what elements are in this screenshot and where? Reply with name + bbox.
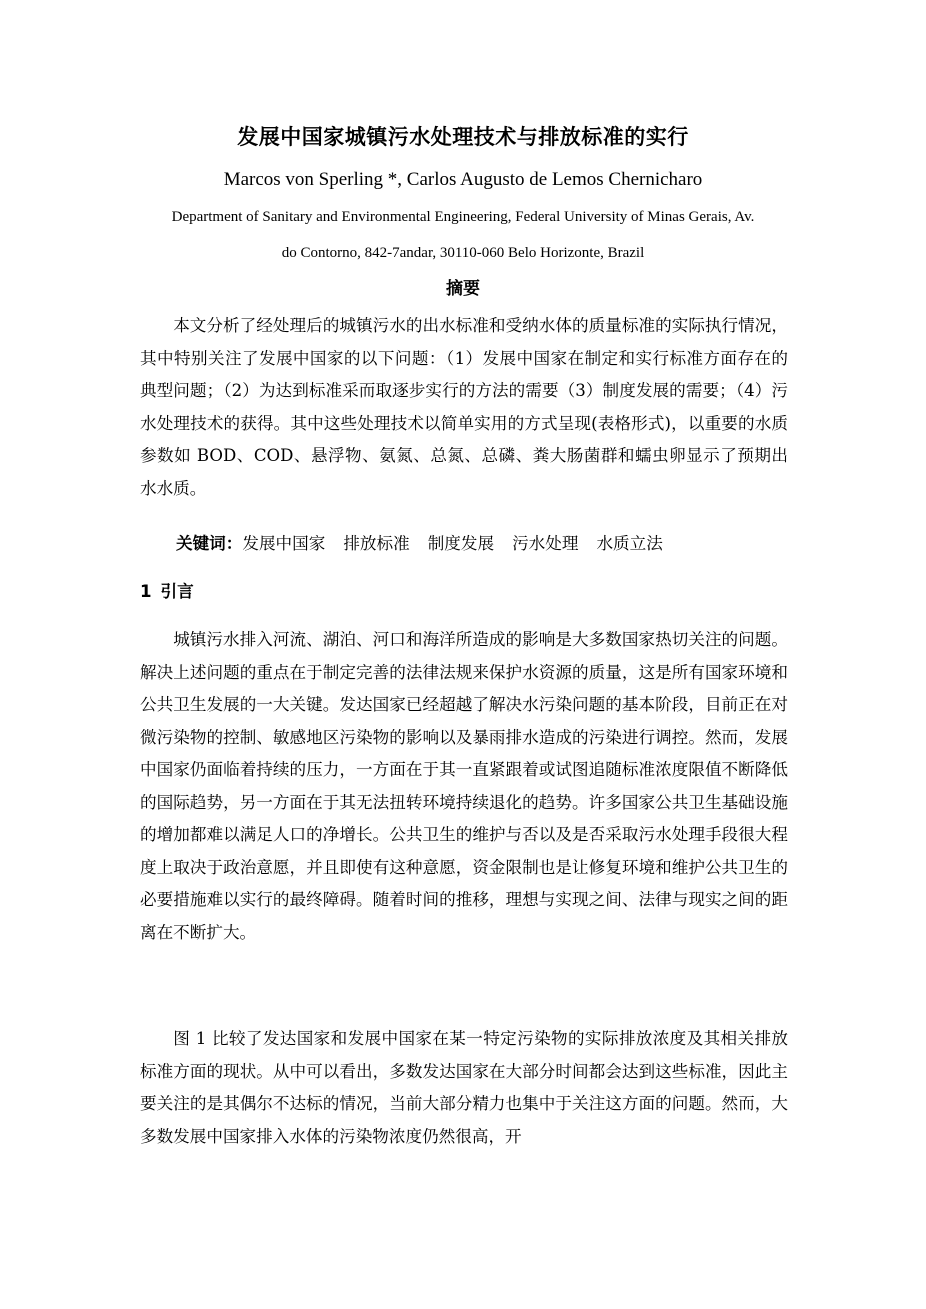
paper-title: 发展中国家城镇污水处理技术与排放标准的实行 [237,125,689,149]
abstract-body: 本文分析了经处理后的城镇污水的出水标准和受纳水体的质量标准的实际执行情况，其中特别关注了发展中国家的以下问题：（1）发展中国家在制定和实行标准方面存在的典型问题；（2）为达到标准采而取逐步实行的方法的需要（3）制度发展的需要；（4）污水处理技术的获得。其中这些处理技术以简单实用的方式呈现(表格形式)，以重要的水质参数如 BOD、COD、悬浮物、氨氮、总氮、总磷、粪大肠菌群和蠕虫卵显示了预期出水水质。 [140,316,788,498]
keyword: 水质立法 [596,534,663,553]
affiliation-line-1: Department of Sanitary and Environmental Engineering, Federal University of Minas Gerais, Av. [171,209,755,225]
keyword: 发展中国家 [242,534,326,553]
keyword: 制度发展 [427,534,495,553]
abstract-heading: 摘要 [446,279,480,299]
author-list: Marcos von Sperling *, Carlos Augusto de Lemos Chernicharo [223,169,703,190]
keywords-label: 关键词： [176,534,243,553]
body-paragraph: 图 1 比较了发达国家和发展中国家在某一特定污染物的实际排放浓度及其相关排放标准方面的现状。从中可以看出，多数发达国家在大部分时间都会达到这些标准，因此主要关注的是其偶尔不达标的情况，当前大部分精力也集中于关注这方面的问题。然而，大多数发展中国家排入水体的污染物浓度仍然很高，开 [140,1029,788,1146]
affiliation-line-2: do Contorno, 842-7andar, 30110-060 Belo Horizonte, Brazil [281,245,645,261]
section-heading-introduction [140,578,194,606]
keyword: 排放标准 [343,534,410,553]
body-paragraph: 城镇污水排入河流、湖泊、河口和海洋所造成的影响是大多数国家热切关注的问题。解决上述问题的重点在于制定完善的法律法规来保护水资源的质量，这是所有国家环境和公共卫生发展的一大关键。发达国家已经超越了解决水污染问题的基本阶段，目前正在对微污染物的控制、敏感地区污染物的影响以及暴雨排水造成的污染进行调控。然而，发展中国家仍面临着持续的压力，一方面在于其一直紧跟着或试图追随标准浓度限值不断降低的国际趋势，另一方面在于其无法扭转环境持续退化的趋势。许多国家公共卫生基础设施的增加都难以满足人口的净增长。公共卫生的维护与否以及是否采取污水处理手段很大程度上取决于政治意愿，并且即使有这种意愿，资金限制也是让修复环境和维护公共卫生的必要措施难以实行的最终障碍。随着时间的推移，理想与实现之间、法律与现实之间的距离在不断扩大。 [140,630,788,942]
keywords-line [176,529,796,559]
section-number: 1 [140,582,152,601]
keyword: 污水处理 [512,534,579,553]
section-title: 引言 [160,582,194,601]
